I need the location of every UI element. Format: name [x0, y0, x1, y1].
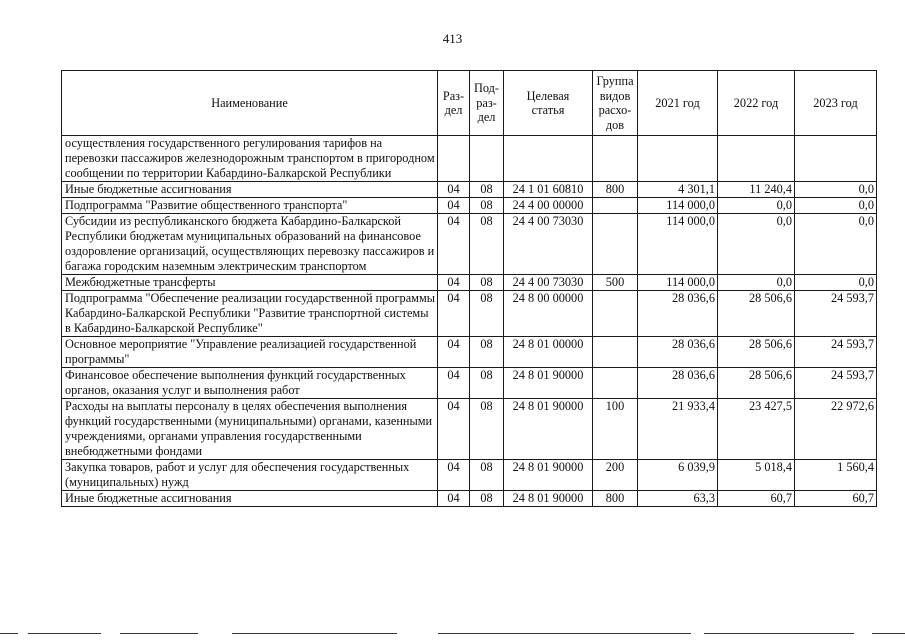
row-value-2021: 63,3 [638, 491, 718, 507]
row-value-2023 [795, 136, 877, 182]
row-podrazdel: 08 [470, 491, 504, 507]
row-value-2023: 1 560,4 [795, 460, 877, 491]
table-row [62, 182, 877, 198]
row-target-article: 24 8 01 90000 [504, 491, 593, 507]
row-target-article: 24 4 00 73030 [504, 275, 593, 291]
header-name: Наименование [62, 71, 438, 136]
table-row [62, 491, 877, 507]
table-header [62, 71, 877, 136]
row-expense-group: 100 [593, 399, 638, 460]
row-value-2022: 0,0 [718, 198, 795, 214]
table-row [62, 399, 877, 460]
row-value-2021: 114 000,0 [638, 275, 718, 291]
row-value-2022: 28 506,6 [718, 368, 795, 399]
row-razdel [438, 136, 470, 182]
row-value-2023: 0,0 [795, 214, 877, 275]
row-podrazdel: 08 [470, 291, 504, 337]
row-expense-group [593, 198, 638, 214]
row-podrazdel: 08 [470, 182, 504, 198]
table-body [62, 136, 877, 507]
row-value-2023: 0,0 [795, 275, 877, 291]
row-name: Основное мероприятие "Управление реализацией государственной программы" [62, 337, 438, 368]
row-name: Иные бюджетные ассигнования [62, 491, 438, 507]
row-expense-group [593, 214, 638, 275]
row-value-2021: 114 000,0 [638, 198, 718, 214]
row-value-2023: 60,7 [795, 491, 877, 507]
row-value-2023: 22 972,6 [795, 399, 877, 460]
row-expense-group [593, 337, 638, 368]
row-name: Закупка товаров, работ и услуг для обеспечения государственных (муниципальных) нужд [62, 460, 438, 491]
row-razdel: 04 [438, 214, 470, 275]
row-value-2022: 5 018,4 [718, 460, 795, 491]
page-bottom-rules [0, 633, 905, 637]
row-expense-group: 200 [593, 460, 638, 491]
row-razdel: 04 [438, 460, 470, 491]
row-target-article: 24 8 01 90000 [504, 399, 593, 460]
table-row [62, 136, 877, 182]
row-podrazdel: 08 [470, 460, 504, 491]
header-row [62, 71, 877, 136]
table-row [62, 368, 877, 399]
row-target-article: 24 8 01 90000 [504, 368, 593, 399]
row-name: Расходы на выплаты персоналу в целях обеспечения выполнения функций государственными (муниципальными) органами, казенными учреждениями, органами управления государственными внебюджетными фондами [62, 399, 438, 460]
row-target-article: 24 8 01 00000 [504, 337, 593, 368]
divider [872, 633, 905, 634]
row-razdel: 04 [438, 491, 470, 507]
row-value-2022: 0,0 [718, 275, 795, 291]
page-number: 413 [442, 31, 463, 46]
row-podrazdel [470, 136, 504, 182]
row-value-2021: 28 036,6 [638, 337, 718, 368]
table-row [62, 291, 877, 337]
table-row [62, 198, 877, 214]
divider [28, 633, 101, 634]
row-target-article [504, 136, 593, 182]
row-podrazdel: 08 [470, 275, 504, 291]
row-value-2021: 4 301,1 [638, 182, 718, 198]
row-value-2021: 114 000,0 [638, 214, 718, 275]
header-year-2023: 2023 год [795, 71, 877, 136]
row-podrazdel: 08 [470, 399, 504, 460]
row-razdel: 04 [438, 337, 470, 368]
row-podrazdel: 08 [470, 198, 504, 214]
row-expense-group: 500 [593, 275, 638, 291]
row-target-article: 24 8 01 90000 [504, 460, 593, 491]
row-value-2021: 6 039,9 [638, 460, 718, 491]
table-row [62, 214, 877, 275]
row-value-2023: 24 593,7 [795, 337, 877, 368]
row-name: Межбюджетные трансферты [62, 275, 438, 291]
row-expense-group: 800 [593, 491, 638, 507]
header-podrazdel: Под- раз- дел [470, 71, 504, 136]
row-expense-group [593, 291, 638, 337]
row-expense-group [593, 136, 638, 182]
budget-table [61, 70, 877, 507]
row-value-2022: 60,7 [718, 491, 795, 507]
row-expense-group [593, 368, 638, 399]
row-target-article: 24 4 00 00000 [504, 198, 593, 214]
row-value-2023: 0,0 [795, 182, 877, 198]
row-name: Подпрограмма "Развитие общественного транспорта" [62, 198, 438, 214]
row-value-2022 [718, 136, 795, 182]
row-razdel: 04 [438, 291, 470, 337]
divider [0, 633, 18, 634]
header-expense-group: Группа видов расхо- дов [593, 71, 638, 136]
table-row [62, 275, 877, 291]
divider [438, 633, 691, 634]
row-value-2021: 21 933,4 [638, 399, 718, 460]
row-podrazdel: 08 [470, 337, 504, 368]
divider [120, 633, 198, 634]
row-name: Иные бюджетные ассигнования [62, 182, 438, 198]
table-row [62, 337, 877, 368]
row-razdel: 04 [438, 198, 470, 214]
row-value-2023: 0,0 [795, 198, 877, 214]
table-row [62, 460, 877, 491]
row-target-article: 24 1 01 60810 [504, 182, 593, 198]
row-name: осуществления государственного регулирования тарифов на перевозки пассажиров железнодорожным транспортом в пригородном сообщении по территории Кабардино-Балкарской Республики [62, 136, 438, 182]
row-value-2022: 28 506,6 [718, 291, 795, 337]
row-value-2022: 23 427,5 [718, 399, 795, 460]
row-podrazdel: 08 [470, 214, 504, 275]
row-razdel: 04 [438, 368, 470, 399]
header-year-2021: 2021 год [638, 71, 718, 136]
header-target-article: Целевая статья [504, 71, 593, 136]
header-year-2022: 2022 год [718, 71, 795, 136]
row-value-2022: 11 240,4 [718, 182, 795, 198]
row-razdel: 04 [438, 182, 470, 198]
row-value-2022: 28 506,6 [718, 337, 795, 368]
row-name: Подпрограмма "Обеспечение реализации государственной программы Кабардино-Балкарской Республики "Развитие транспортной системы в Кабардино-Балкарской Республике" [62, 291, 438, 337]
row-name: Финансовое обеспечение выполнения функций государственных органов, оказания услуг и выполнения работ [62, 368, 438, 399]
header-razdel: Раз- дел [438, 71, 470, 136]
row-value-2021 [638, 136, 718, 182]
row-target-article: 24 8 00 00000 [504, 291, 593, 337]
divider [704, 633, 854, 634]
row-value-2023: 24 593,7 [795, 291, 877, 337]
row-razdel: 04 [438, 275, 470, 291]
row-value-2021: 28 036,6 [638, 291, 718, 337]
row-razdel: 04 [438, 399, 470, 460]
row-podrazdel: 08 [470, 368, 504, 399]
divider [232, 633, 397, 634]
row-value-2022: 0,0 [718, 214, 795, 275]
row-target-article: 24 4 00 73030 [504, 214, 593, 275]
row-name: Субсидии из республиканского бюджета Кабардино-Балкарской Республики бюджетам муниципальных образований на финансовое оздоровление организаций, осуществляющих перевозку пассажиров и багажа городским наземным электрическим транспортом [62, 214, 438, 275]
row-value-2021: 28 036,6 [638, 368, 718, 399]
row-expense-group: 800 [593, 182, 638, 198]
row-value-2023: 24 593,7 [795, 368, 877, 399]
